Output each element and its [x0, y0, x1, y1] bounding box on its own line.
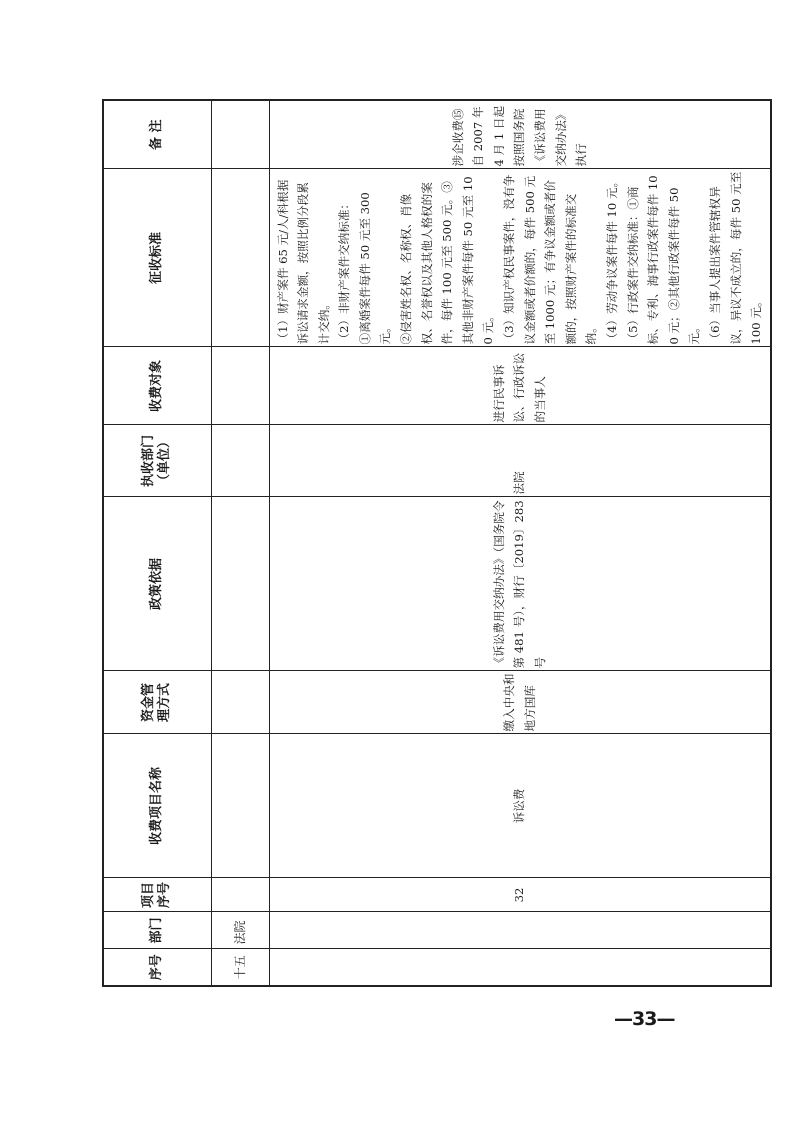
header-item-no: 项目 序号	[103, 878, 211, 912]
header-seq: 序号	[103, 949, 211, 986]
fee-table	[102, 99, 772, 987]
header-remarks: 备 注	[103, 100, 211, 169]
standard-line: （4）劳动争议案件每件 10 元。	[605, 175, 619, 345]
standard-line: （3）知识产权民事案件，没有争议金额或者价额的，每件 500 元至 1000 元；有争议金额或者价额的，按照财产案件的标准交纳。	[502, 174, 599, 345]
standard-line: （5）行政案件交纳标准：①商标、专利、海事行政案件每件 100 元；②其他行政案件每件 50 元。	[625, 175, 702, 345]
fee-target: 进行民事诉讼、行政诉讼的当事人	[269, 347, 771, 425]
header-dept: 部门	[103, 912, 211, 949]
header-collector: 执收部门 （单位）	[103, 425, 211, 497]
remarks: 涉企收费⑮自 2007 年 4 月 1 日起按照国务院《诉讼费用交纳办法》执行	[269, 100, 771, 169]
header-fund-mgmt: 资金管 理方式	[103, 671, 211, 734]
standard-line: ②侵害姓名权、名称权、肖像权、名誉权以及其他人格权的案件，每件 100 元至 500 元。③其他非财产案件每件 50 元至 100 元。	[399, 176, 496, 345]
standard-line: （6）当事人提出案件管辖权异议，异议不成立的，每件 50 元至 100 元。	[707, 171, 764, 345]
item-no: 32	[269, 878, 771, 912]
standard-line: （1）财产案件 65 元/人/科根据诉讼请求金额，按照比例分段累计交纳。	[275, 179, 331, 345]
header-row	[103, 100, 211, 986]
header-target: 收费对象	[103, 347, 211, 425]
page-number: —33—	[614, 1008, 675, 1030]
category-row	[211, 100, 269, 986]
header-item-name: 收费项目名称	[103, 734, 211, 878]
category-dept: 法院	[211, 912, 269, 949]
category-seq: 十五	[211, 949, 269, 986]
header-policy: 政策依据	[103, 497, 211, 671]
fund-mgmt: 缴入中央和地方国库	[269, 671, 771, 734]
collector: 法院	[269, 425, 771, 497]
header-standard: 征收标准	[103, 169, 211, 347]
policy-basis: 《诉讼费用交纳办法》（国务院令第 481 号），财行〔2019〕283 号	[269, 497, 771, 671]
fee-standard	[269, 169, 771, 347]
rotated-page	[102, 101, 764, 987]
item-name: 诉讼费	[269, 734, 771, 878]
table-row	[269, 100, 771, 986]
standard-line: ①离婚案件每件 50 元至 300 元。	[357, 192, 393, 345]
standard-line: （2）非财产案件交纳标准：	[337, 197, 352, 345]
